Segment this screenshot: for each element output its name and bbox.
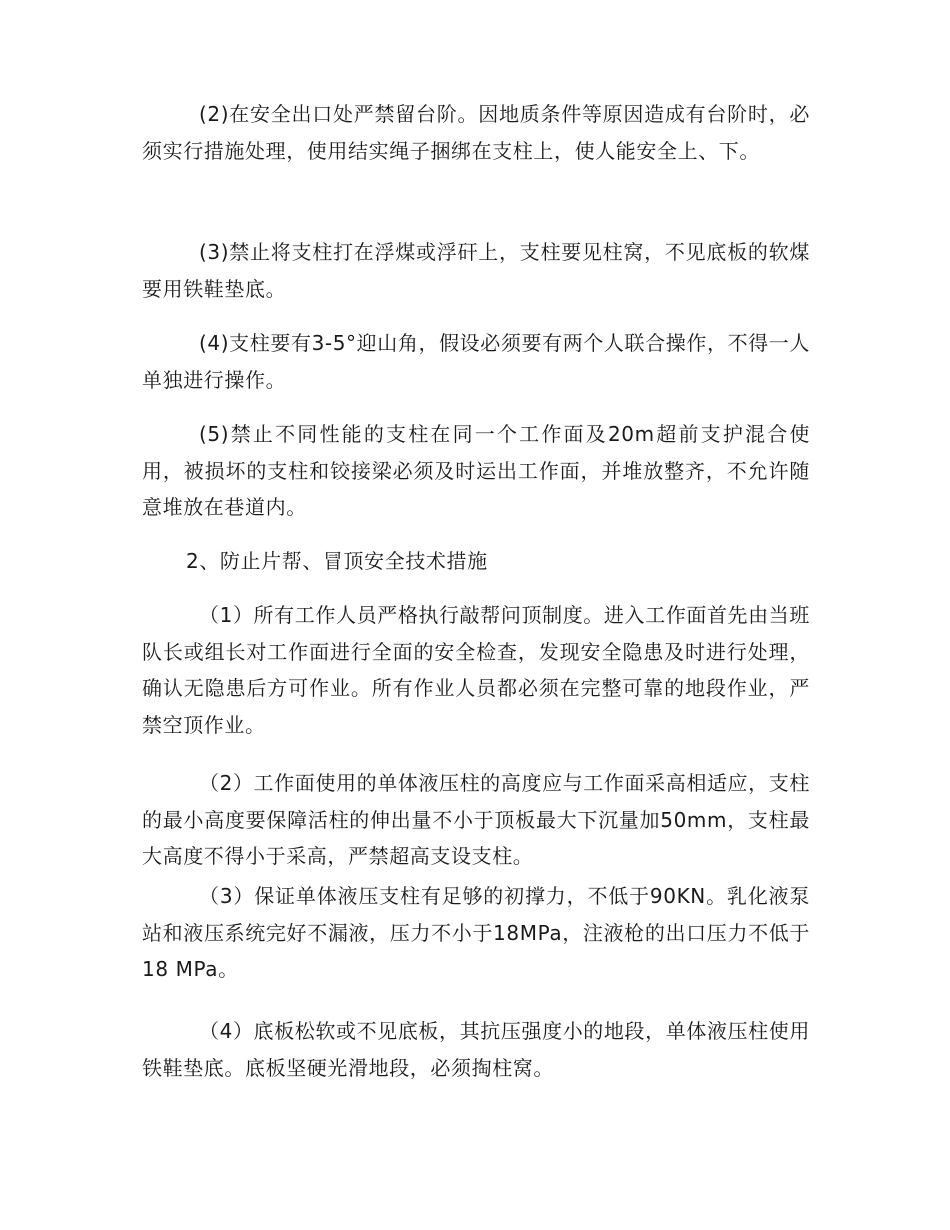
paragraph-prop-mixing: (5)禁止不同性能的支柱在同一个工作面及20m超前支护混合使用，被损坏的支柱和铰接梁必须及时运出工作面，并堆放整齐，不允许随意堆放在巷道内。 xyxy=(142,422,810,519)
paragraph-exit-steps: (2)在安全出口处严禁留台阶。因地质条件等原因造成有台阶时，必须实行措施处理，使用结实绳子捆绑在支柱上，使人能安全上、下。 xyxy=(142,102,810,163)
paragraph-roof-inspection: （1）所有工作人员严格执行敲帮问顶制度。进入工作面首先由当班队长或组长对工作面进行全面的安全检查，发现安全隐患及时进行处理，确认无隐患后方可作业。所有作业人员都必须在完整可靠的地段作业，严禁空顶作业。 xyxy=(142,603,810,737)
section-heading: 2、防止片帮、冒顶安全技术措施 xyxy=(186,549,488,573)
paragraph-prop-angle: (4)支柱要有3-5°迎山角，假设必须要有两个人联合操作，不得一人单独进行操作。 xyxy=(142,331,810,392)
paragraph-prop-height: （2）工作面使用的单体液压柱的高度应与工作面采高相适应，支柱的最小高度要保障活柱的伸出量不小于顶板最大下沉量加50mm，支柱最大高度不得小于采高，严禁超高支设支柱。 xyxy=(142,771,810,868)
paragraph-soft-floor: （4）底板松软或不见底板，其抗压强度小的地段，单体液压柱使用铁鞋垫底。底板坚硬光滑地段，必须掏柱窝。 xyxy=(142,1019,810,1080)
paragraph-setting-load: （3）保证单体液压支柱有足够的初撑力，不低于90KN。乳化液泵站和液压系统完好不漏液，压力不小于18MPa，注液枪的出口压力不低于18 MPa。 xyxy=(142,884,810,981)
paragraph-prop-placement: (3)禁止将支柱打在浮煤或浮矸上，支柱要见柱窝，不见底板的软煤要用铁鞋垫底。 xyxy=(142,240,810,301)
